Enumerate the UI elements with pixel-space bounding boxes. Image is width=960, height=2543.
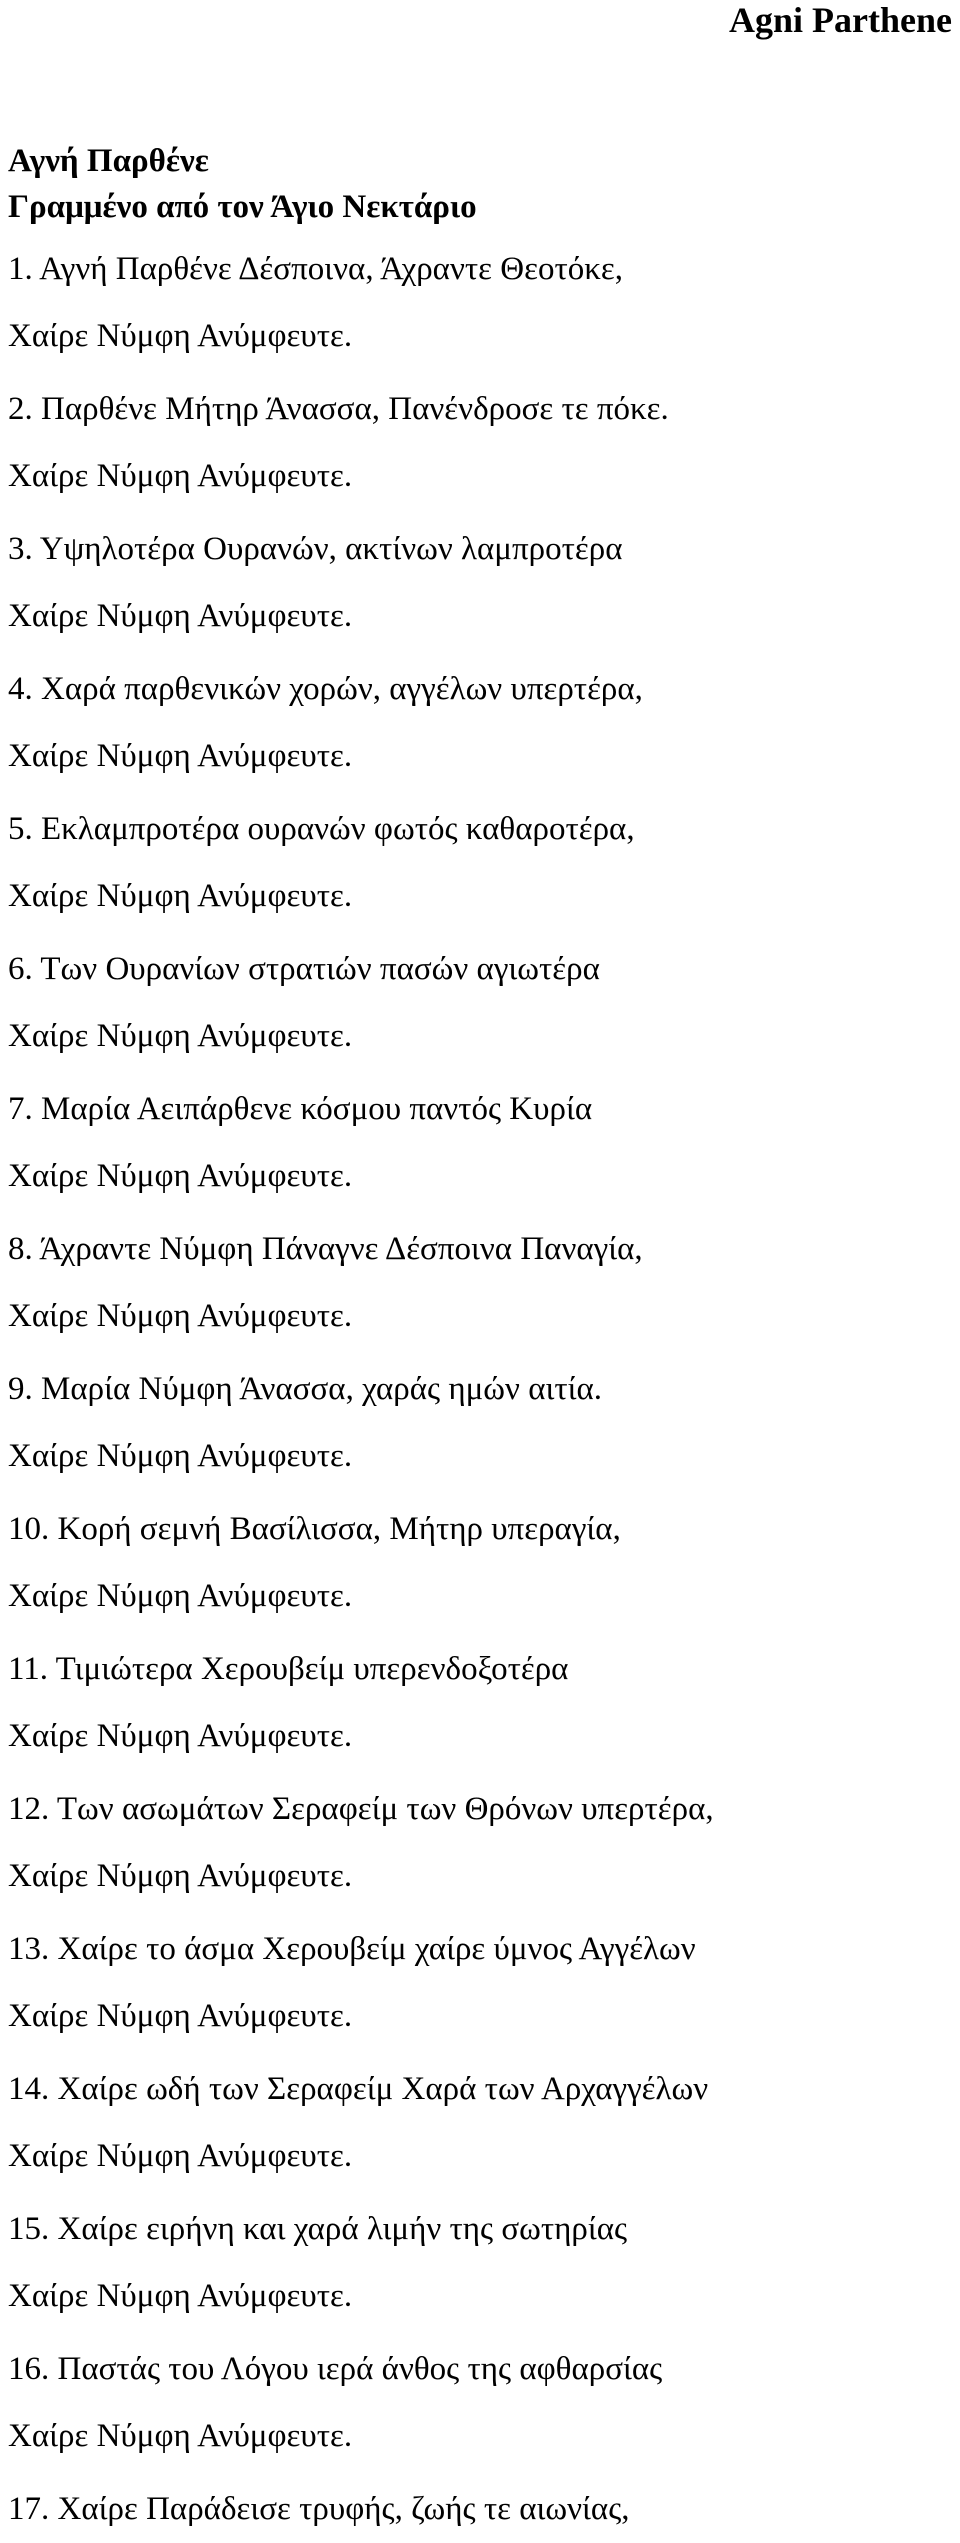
verse-refrain: Χαίρε Νύμφη Ανύμφευτε.: [8, 2418, 353, 2454]
verse-item: [8, 2056, 952, 2190]
verse-refrain: Χαίρε Νύμφη Ανύμφευτε.: [8, 318, 353, 354]
verse-item: [8, 1496, 952, 1630]
verse-refrain: Χαίρε Νύμφη Ανύμφευτε.: [8, 738, 353, 774]
verse-list: [8, 236, 952, 2543]
verse-item: [8, 2476, 952, 2543]
verse-refrain: Χαίρε Νύμφη Ανύμφευτε.: [8, 458, 353, 494]
verse-line: 3. Υψηλοτέρα Ουρανών, ακτίνων λαμπροτέρα: [8, 531, 623, 567]
verse-refrain: Χαίρε Νύμφη Ανύμφευτε.: [8, 1998, 353, 2034]
verse-line: 13. Χαίρε το άσμα Χερουβείμ χαίρε ύμνος Αγγέλων: [8, 1931, 696, 1967]
verse-item: [8, 1776, 952, 1910]
verse-line: 4. Χαρά παρθενικών χορών, αγγέλων υπερτέρα,: [8, 671, 643, 707]
verse-refrain: Χαίρε Νύμφη Ανύμφευτε.: [8, 2278, 353, 2314]
verse-refrain: Χαίρε Νύμφη Ανύμφευτε.: [8, 1578, 353, 1614]
verse-line: 15. Χαίρε ειρήνη και χαρά λιμήν της σωτηρίας: [8, 2211, 628, 2247]
verse-item: [8, 516, 952, 650]
verse-item: [8, 656, 952, 790]
verse-line: 8. Άχραντε Νύμφη Πάναγνε Δέσποινα Παναγία,: [8, 1231, 643, 1267]
verse-line: 14. Χαίρε ωδή των Σεραφείμ Χαρά των Αρχαγγέλων: [8, 2071, 709, 2107]
verse-refrain: Χαίρε Νύμφη Ανύμφευτε.: [8, 2138, 353, 2174]
verse-line: 12. Των ασωμάτων Σεραφείμ των Θρόνων υπερτέρα,: [8, 1791, 714, 1827]
verse-item: [8, 1356, 952, 1490]
verse-item: [8, 796, 952, 930]
verse-line: 17. Χαίρε Παράδεισε τρυφής, ζωής τε αιωνίας,: [8, 2491, 630, 2527]
verse-line: 9. Μαρία Νύμφη Άνασσα, χαράς ημών αιτία.: [8, 1371, 603, 1407]
verse-line: 10. Κορή σεμνή Βασίλισσα, Μήτηρ υπεραγία,: [8, 1511, 621, 1547]
document-body: [8, 138, 952, 2543]
verse-item: [8, 236, 952, 370]
verse-item: [8, 1916, 952, 2050]
verse-refrain: Χαίρε Νύμφη Ανύμφευτε.: [8, 1298, 353, 1334]
verse-line: 6. Των Ουρανίων στρατιών πασών αγιωτέρα: [8, 951, 600, 987]
verse-item: [8, 936, 952, 1070]
verse-refrain: Χαίρε Νύμφη Ανύμφευτε.: [8, 1158, 353, 1194]
verse-item: [8, 2336, 952, 2470]
verse-refrain: Χαίρε Νύμφη Ανύμφευτε.: [8, 878, 353, 914]
verse-refrain: Χαίρε Νύμφη Ανύμφευτε.: [8, 598, 353, 634]
verse-item: [8, 376, 952, 510]
document-title: Αγνή Παρθένε: [8, 143, 209, 179]
verse-line: 16. Παστάς του Λόγου ιερά άνθος της αφθαρσίας: [8, 2351, 663, 2387]
verse-item: [8, 2196, 952, 2330]
verse-refrain: Χαίρε Νύμφη Ανύμφευτε.: [8, 1858, 353, 1894]
verse-line: 1. Αγνή Παρθένε Δέσποινα, Άχραντε Θεοτόκε,: [8, 251, 623, 287]
page-header-title: Agni Parthene: [729, 0, 952, 40]
document-subtitle: Γραμμένο από τον Άγιο Νεκτάριο: [8, 189, 477, 225]
verse-item: [8, 1636, 952, 1770]
verse-item: [8, 1076, 952, 1210]
verse-refrain: Χαίρε Νύμφη Ανύμφευτε.: [8, 1438, 353, 1474]
verse-line: 7. Μαρία Αειπάρθενε κόσμου παντός Κυρία: [8, 1091, 593, 1127]
verse-line: 5. Εκλαμπροτέρα ουρανών φωτός καθαροτέρα,: [8, 811, 635, 847]
verse-line: 11. Τιμιώτερα Χερουβείμ υπερενδοξοτέρα: [8, 1651, 569, 1687]
verse-refrain: Χαίρε Νύμφη Ανύμφευτε.: [8, 1718, 353, 1754]
verse-line: 2. Παρθένε Μήτηρ Άνασσα, Πανένδροσε τε πόκε.: [8, 391, 669, 427]
verse-item: [8, 1216, 952, 1350]
verse-refrain: Χαίρε Νύμφη Ανύμφευτε.: [8, 1018, 353, 1054]
